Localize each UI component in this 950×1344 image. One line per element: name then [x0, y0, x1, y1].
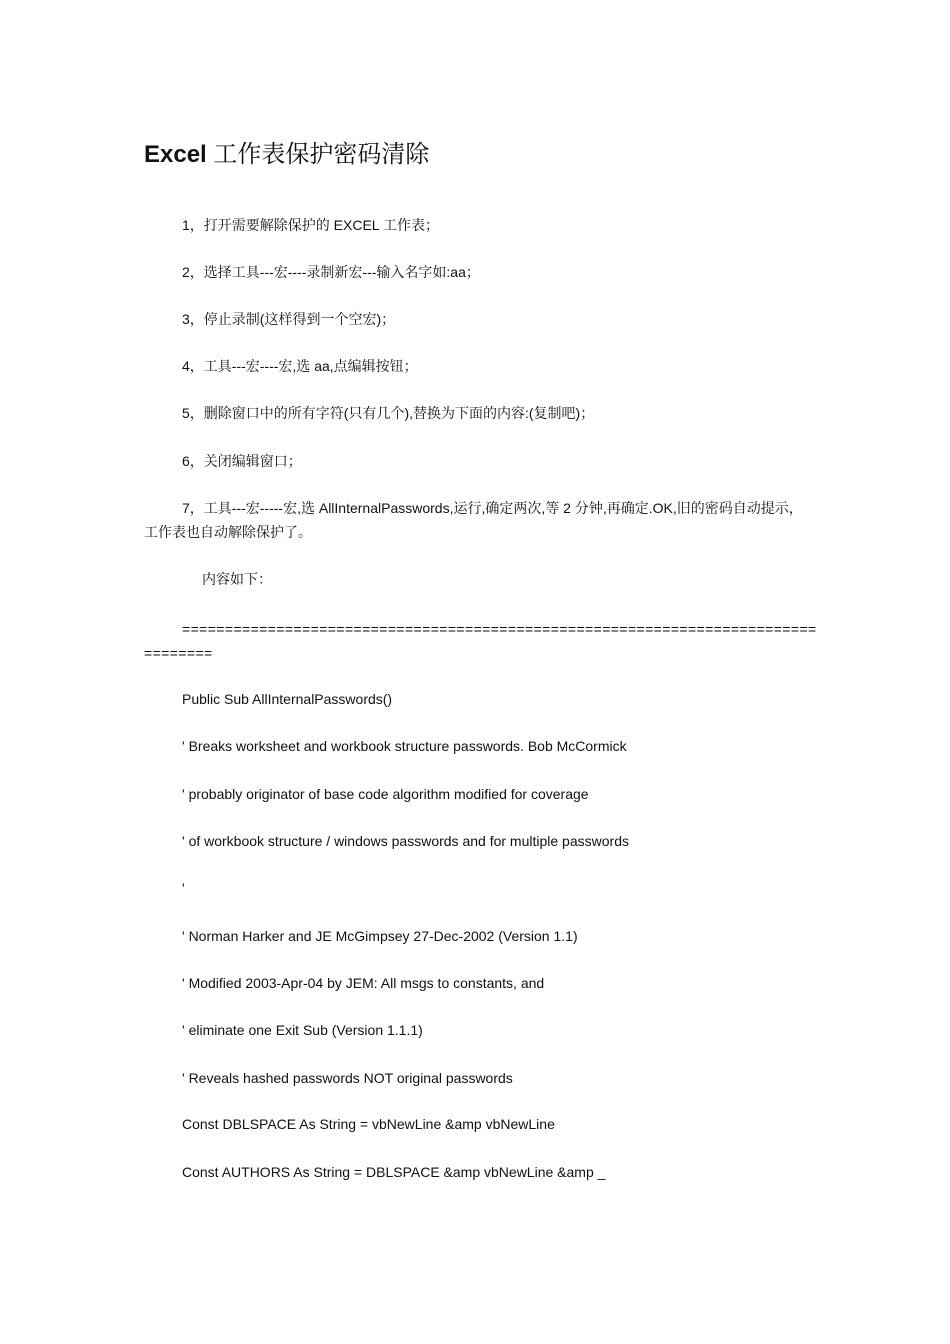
code-line: ' of workbook structure / windows passwords and for multiple passwords [182, 833, 629, 849]
step-3: 3，停止录制(这样得到一个空宏)； [182, 311, 396, 327]
title-latin: Excel [144, 141, 207, 168]
step-2: 2，选择工具---宏----录制新宏---输入名字如:aa； [182, 264, 480, 280]
code-line: ' probably originator of base code algorithm modified for coverage [182, 786, 589, 802]
code-line: ' [182, 880, 185, 896]
code-line: ' Modified 2003-Apr-04 by JEM: All msgs to constants, and [182, 975, 545, 991]
step-1: 1，打开需要解除保护的 EXCEL 工作表； [182, 217, 439, 233]
document-title [144, 138, 429, 171]
code-line: ' Breaks worksheet and workbook structure passwords. Bob McCormick [182, 738, 627, 754]
step-6: 6，关闭编辑窗口； [182, 453, 302, 469]
code-line: ' eliminate one Exit Sub (Version 1.1.1) [182, 1022, 423, 1038]
step-7-continuation: 工作表也自动解除保护了。 [144, 524, 312, 540]
content-label: 内容如下： [202, 571, 272, 587]
step-4: 4，工具---宏----宏,选 aa,点编辑按钮； [182, 358, 418, 374]
code-line: Public Sub AllInternalPasswords() [182, 691, 393, 707]
step-7: 7，工具---宏-----宏,选 AllInternalPasswords,运行,确定两次,等 2 分钟,再确定.OK,旧的密码自动提示， [182, 500, 803, 516]
code-line: ' Reveals hashed passwords NOT original passwords [182, 1070, 513, 1086]
title-cjk: 工作表保护密码清除 [213, 140, 430, 168]
separator-line-1: ========================================================================== [182, 621, 817, 637]
code-line: Const DBLSPACE As String = vbNewLine &amp vbNewLine [182, 1116, 555, 1132]
code-line: ' Norman Harker and JE McGimpsey 27-Dec-2002 (Version 1.1) [182, 928, 578, 944]
code-line: Const AUTHORS As String = DBLSPACE &amp vbNewLine &amp _ [182, 1164, 606, 1180]
step-5: 5，删除窗口中的所有字符(只有几个),替换为下面的内容:(复制吧)； [182, 405, 595, 421]
separator-line-2: ======== [144, 645, 213, 661]
